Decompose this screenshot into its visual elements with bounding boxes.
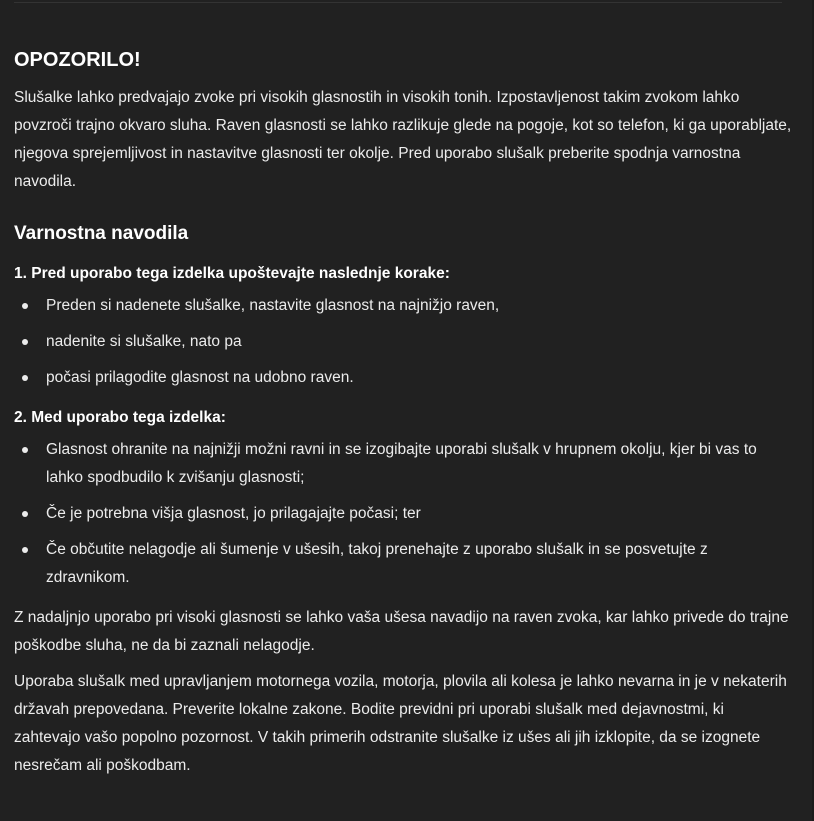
list-item-text: Če je potrebna višja glasnost, jo prilagajajte počasi; ter: [46, 505, 421, 522]
document-content: [14, 44, 794, 788]
list-item: [14, 328, 794, 356]
step-1-title: 1. Pred uporabo tega izdelka upoštevajte naslednje korake:: [14, 265, 450, 282]
bullet-icon: [22, 511, 28, 517]
step-2-title: 2. Med uporabo tega izdelka:: [14, 409, 226, 426]
bullet-icon: [22, 303, 28, 309]
list-item-text: Če občutite nelagodje ali šumenje v ušesih, takoj prenehajte z uporabo slušalk in se posvetujte z zdravnikom.: [46, 541, 708, 586]
bullet-icon: [22, 447, 28, 453]
driving-paragraph: Uporaba slušalk med upravljanjem motornega vozila, motorja, plovila ali kolesa je lahko nevarna in je v nekaterih državah prepovedana. Preverite lokalne zakone. Bodite previdni pri uporabi slušalk med dejavnostmi, ki zahtevajo vašo popolno pozornost. V takih primerih odstranite slušalke iz ušes ali jih izklopite, da se izognete nesrečam ali poškodbam.: [14, 673, 787, 774]
list-item-text: počasi prilagodite glasnost na udobno raven.: [46, 369, 354, 386]
warning-title: OPOZORILO!: [14, 49, 141, 71]
list-item: [14, 500, 794, 528]
step-1-list: [14, 292, 794, 392]
warning-text: Slušalke lahko predvajajo zvoke pri visokih glasnostih in visokih tonih. Izpostavljenost takim zvokom lahko povzroči trajno okvaro sluha. Raven glasnosti se lahko razlikuje glede na pogoje, kot so telefon, ki ga uporabljate, njegova sprejemljivost in nastavitve glasnosti ter okolje. Pred uporabo slušalk preberite spodnja varnostna navodila.: [14, 89, 792, 190]
list-item: [14, 364, 794, 392]
safety-heading: Varnostna navodila: [14, 223, 189, 244]
bullet-icon: [22, 339, 28, 345]
list-item: [14, 436, 794, 492]
list-item-text: nadenite si slušalke, nato pa: [46, 333, 242, 350]
bullet-icon: [22, 375, 28, 381]
list-item-text: Preden si nadenete slušalke, nastavite glasnost na najnižjo raven,: [46, 297, 500, 314]
list-item-text: Glasnost ohranite na najnižji možni ravni in se izogibajte uporabi slušalk v hrupnem okolju, kjer bi vas to lahko spodbudilo k zvišanju glasnosti;: [46, 441, 757, 486]
step-2-list: [14, 436, 794, 592]
top-divider: [14, 2, 782, 3]
list-item: [14, 292, 794, 320]
list-item: [14, 536, 794, 592]
bullet-icon: [22, 547, 28, 553]
hearing-damage-paragraph: Z nadaljnjo uporabo pri visoki glasnosti se lahko vaša ušesa navadijo na raven zvoka, kar lahko privede do trajne poškodbe sluha, ne da bi zaznali nelagodje.: [14, 609, 789, 654]
